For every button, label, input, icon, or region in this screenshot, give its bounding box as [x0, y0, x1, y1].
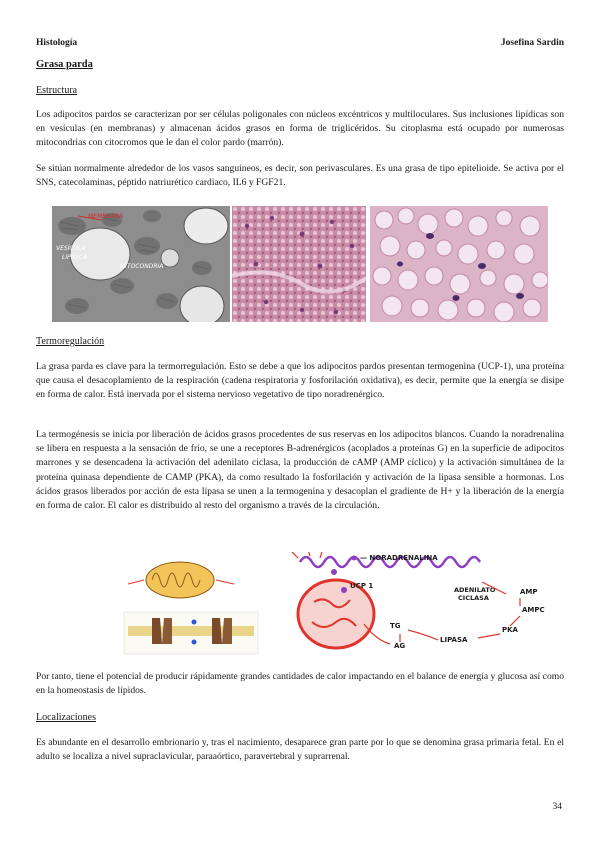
label-ciclasa: CICLASA — [458, 594, 489, 602]
micrograph-electron — [52, 206, 230, 322]
label-amp: AMP — [520, 588, 538, 596]
page-title: Grasa parda — [36, 59, 93, 70]
mitochondrion-drawing — [298, 580, 374, 648]
paragraph-termo-2: La termogénesis se inicia por liberación de ácidos grasos procedentes de sus reservas en los adipocitos blancos. Cuando la noradrenalina se libera en respuesta a la sensación de frío, se une a receptores B-adrenérgicos (acoplados a proteínas G) en la superficie de adipocitos marrones y se desencadena la activación del adenilato ciclasa, la producción de cAMP (AMP cíclico) y la activación simultánea de la proteína quinasa dependiente de CAMP (PKA), da como resultado la fosforilación y activación de la lipasa sensible a hormonas. Los ácidos grasos liberados por acción de esta lipasa se unen a la termogenina y desacoplan el gradiente de H+ y la liberación de la energía en forma de calor. El calor es distribuido al resto del organismo a través de la circulación. — [36, 429, 564, 512]
label-mitocondria: MITOCONDRIA — [120, 263, 164, 270]
signaling-pathway-diagram — [292, 552, 545, 650]
label-vesicula: VESÍCULA — [56, 245, 86, 252]
mitochondrion-schematic — [124, 554, 258, 610]
paragraph-estructura-1: Los adipocitos pardos se caracterizan por ser células poligonales con núcleos excéntricos y multiloculares. Sus inclusiones lipídicas son en vesículas (en membranas) y almacenan ácidos grasos en forma de triglicéridos. Su citoplasma está ocupado por numerosas mitocondrias con citocromos que le dan el color pardo (marrón). — [36, 109, 564, 149]
membrane-protein-schematic — [124, 612, 258, 654]
label-lipidica: LIPÍDICA — [62, 254, 88, 261]
label-ucp: UCP 1 — [350, 582, 374, 590]
micrograph-he-high — [370, 206, 548, 322]
label-lipasa: LIPASA — [440, 636, 468, 644]
thermogenesis-figure — [122, 552, 566, 656]
label-noradrenalina: — NORADRENALINA — [360, 554, 438, 562]
micrograph-row — [52, 206, 548, 322]
paragraph-termo-1: La grasa parda es clave para la termorregulación. Esto se debe a que los adipocitos pardos presentan termogenina (UCP-1), una proteína que causa el desacoplamiento de la respiración (cadena respiratoria y fosforilación oxidativa), es decir, permite que la energía se disipe en forma de calor. Está inervada por el sistema nervioso vegetativo de tipo noradrenérgico. — [36, 361, 564, 401]
paragraph-localizaciones-1: Es abundante en el desarrollo embrionario y, tras el nacimiento, desaparece gran parte por lo que se denomina grasa primaria fetal. En el adulto se localiza a nivel supraclavicular, paraaórtico, paravertebral y suprarrenal. — [36, 737, 564, 763]
header-subject: Histología — [36, 38, 78, 48]
section-heading-estructura: Estructura — [36, 85, 78, 96]
label-pka: PKA — [502, 626, 518, 634]
label-tg: TG — [390, 622, 401, 630]
page-number: 34 — [552, 802, 562, 812]
label-ampc: AMPC — [522, 606, 545, 614]
section-heading-localizaciones: Localizaciones — [36, 712, 96, 723]
label-adenilato: ADENILATO — [454, 586, 496, 594]
paragraph-estructura-2: Se sitúan normalmente alrededor de los vasos sanguíneos, es decir, son perivasculares. Es una grasa de tipo epitelioide. Se activa por el SNS, catecolaminas, péptido natriurético cardiaco, IL6 y FGF21. — [36, 163, 564, 189]
section-heading-termoregulacion: Termoregulación — [36, 336, 105, 347]
paragraph-termo-3: Por tanto, tiene el potencial de producir rápidamente grandes cantidades de calor impactando en el balance de energía y glucosa así como en la homeostasis de lípidos. — [36, 671, 564, 697]
micrograph-he-low — [232, 206, 366, 322]
label-membrana: MEMBRANA — [88, 213, 124, 220]
header-author: Josefina Sardin — [500, 38, 564, 48]
label-ag: AG — [394, 642, 406, 650]
